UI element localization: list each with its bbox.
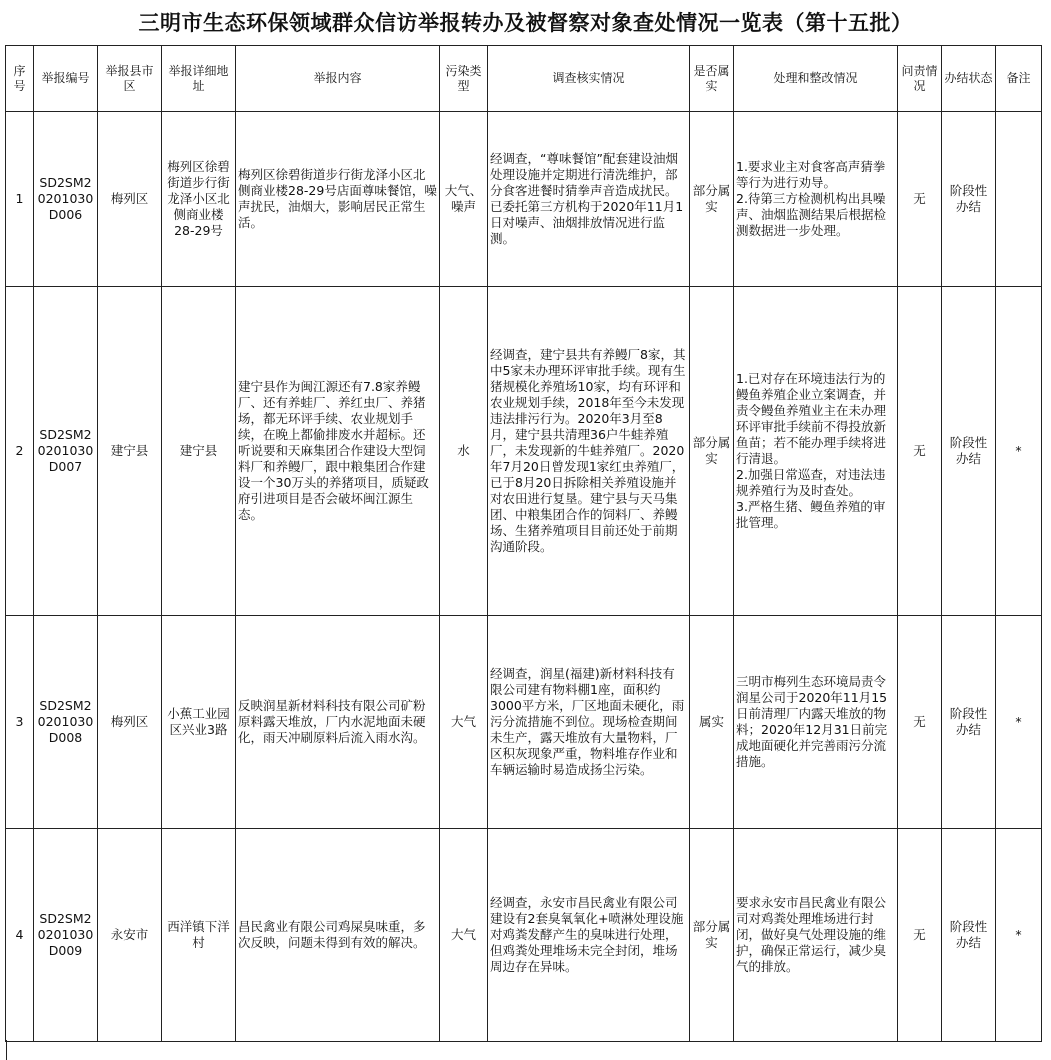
header-remark: 备注 [996,46,1042,112]
cell-content: 建宁县作为闽江源还有7.8家养鳗厂、还有养蛙厂、养红虫厂、养猪场，都无环评手续、农业规划手续，在晚上都偷排废水并超标。还听说要和天麻集团合作建设大型饲料厂和养鳗厂，跟中粮集团合作建设一个30万头的养猪项目，质疑政府引进项目是否会破坏闽江源生态。 [236,287,440,616]
cell-report-no: SD2SM20201030D009 [34,829,98,1042]
cell-pollution: 水 [440,287,488,616]
cell-address: 西洋镇下洋村 [162,829,236,1042]
cell-address: 建宁县 [162,287,236,616]
cell-pollution: 大气、噪声 [440,112,488,287]
cell-handling: 1.要求业主对食客高声猜拳等行为进行劝导。 2.待第三方检测机构出具噪声、油烟监测结果后根据检测数据进一步处理。 [734,112,898,287]
cell-remark: * [996,829,1042,1042]
cell-handling: 要求永安市昌民禽业有限公司对鸡粪处理堆场进行封闭，做好臭气处理设施的维护，确保正常运行，减少臭气的排放。 [734,829,898,1042]
table-header-row [6,46,1042,112]
cell-content: 梅列区徐碧街道步行街龙泽小区北侧商业楼28-29号店面尊味餐馆，噪声扰民，油烟大，影响居民正常生活。 [236,112,440,287]
header-county: 举报县市区 [98,46,162,112]
cell-county: 建宁县 [98,287,162,616]
cell-status: 阶段性办结 [942,829,996,1042]
cell-report-no: SD2SM20201030D007 [34,287,98,616]
table-row [6,829,1042,1042]
cell-seq: 1 [6,112,34,287]
table-row [6,112,1042,287]
table-row [6,287,1042,616]
cell-address: 小蕉工业园区兴业3路 [162,616,236,829]
cell-seq: 3 [6,616,34,829]
cell-content: 昌民禽业有限公司鸡屎臭味重，多次反映，问题未得到有效的解决。 [236,829,440,1042]
header-pollution: 污染类型 [440,46,488,112]
cell-seq: 2 [6,287,34,616]
cell-status: 阶段性办结 [942,112,996,287]
cell-verified: 部分属实 [690,112,734,287]
cell-pollution: 大气 [440,829,488,1042]
cell-county: 梅列区 [98,112,162,287]
report-table [5,45,1042,1042]
cell-accountability: 无 [898,616,942,829]
cell-verified: 属实 [690,616,734,829]
cell-status: 阶段性办结 [942,616,996,829]
header-status: 办结状态 [942,46,996,112]
cell-county: 梅列区 [98,616,162,829]
cell-remark: * [996,616,1042,829]
cell-status: 阶段性办结 [942,287,996,616]
cell-investigation: 经调查，“尊味餐馆”配套建设油烟处理设施并定期进行清洗维护，部分食客进餐时猜拳声音造成扰民。已委托第三方机构于2020年11月1日对噪声、油烟排放情况进行监测。 [488,112,690,287]
page-edge-line [0,1040,7,1060]
document-title: 三明市生态环保领域群众信访举报转办及被督察对象查处情况一览表（第十五批） [138,11,913,35]
cell-handling: 三明市梅列生态环境局责令润星公司于2020年11月15日前清理厂内露天堆放的物料；2020年12月31日前完成地面硬化并完善雨污分流措施。 [734,616,898,829]
cell-investigation: 经调查，润星(福建)新材料科技有限公司建有物料棚1座，面积约3000平方米，厂区地面未硬化，雨污分流措施不到位。现场检查期间未生产，露天堆放有大量物料，厂区积灰现象严重，物料堆存作业和车辆运输时易造成扬尘污染。 [488,616,690,829]
cell-remark [996,112,1042,287]
header-seq: 序号 [6,46,34,112]
cell-verified: 部分属实 [690,287,734,616]
cell-handling: 1.已对存在环境违法行为的鳗鱼养殖企业立案调查，并责令鳗鱼养殖业主在未办理环评审批手续前不得投放新鱼苗；若不能办理手续将进行清退。 2.加强日常巡查，对违法违规养殖行为及时查处。 3.严格生猪、鳗鱼养殖的审批管理。 [734,287,898,616]
cell-accountability: 无 [898,287,942,616]
cell-address: 梅列区徐碧街道步行街龙泽小区北侧商业楼28-29号 [162,112,236,287]
cell-accountability: 无 [898,112,942,287]
header-investigation: 调查核实情况 [488,46,690,112]
table-row [6,616,1042,829]
cell-investigation: 经调查，永安市昌民禽业有限公司建设有2套臭氧氧化+喷淋处理设施对鸡粪发酵产生的臭味进行处理，但鸡粪处理堆场未完全封闭，堆场周边存在异味。 [488,829,690,1042]
header-report-no: 举报编号 [34,46,98,112]
cell-county: 永安市 [98,829,162,1042]
header-accountability: 问责情况 [898,46,942,112]
cell-investigation: 经调查，建宁县共有养鳗厂8家，其中5家未办理环评审批手续。现有生猪规模化养殖场10家，均有环评和农业规划手续，2018年至今未发现违法排污行为。2020年3月至8月，建宁县共清理36户牛蛙养殖厂，未发现新的牛蛙养殖厂。2020年7月20日曾发现1家红虫养殖厂，已于8月20日拆除相关养殖设施并对农田进行复垦。建宁县与天马集团、中粮集团合作的饲料厂、养鳗场、生猪养殖项目目前还处于前期沟通阶段。 [488,287,690,616]
cell-remark: * [996,287,1042,616]
cell-content: 反映润星新材料科技有限公司矿粉原料露天堆放，厂内水泥地面未硬化，雨天冲刷原料后流入雨水沟。 [236,616,440,829]
cell-report-no: SD2SM20201030D008 [34,616,98,829]
cell-seq: 4 [6,829,34,1042]
header-verified: 是否属实 [690,46,734,112]
cell-pollution: 大气 [440,616,488,829]
header-content: 举报内容 [236,46,440,112]
cell-report-no: SD2SM20201030D006 [34,112,98,287]
header-address: 举报详细地址 [162,46,236,112]
cell-verified: 部分属实 [690,829,734,1042]
cell-accountability: 无 [898,829,942,1042]
header-handling: 处理和整改情况 [734,46,898,112]
